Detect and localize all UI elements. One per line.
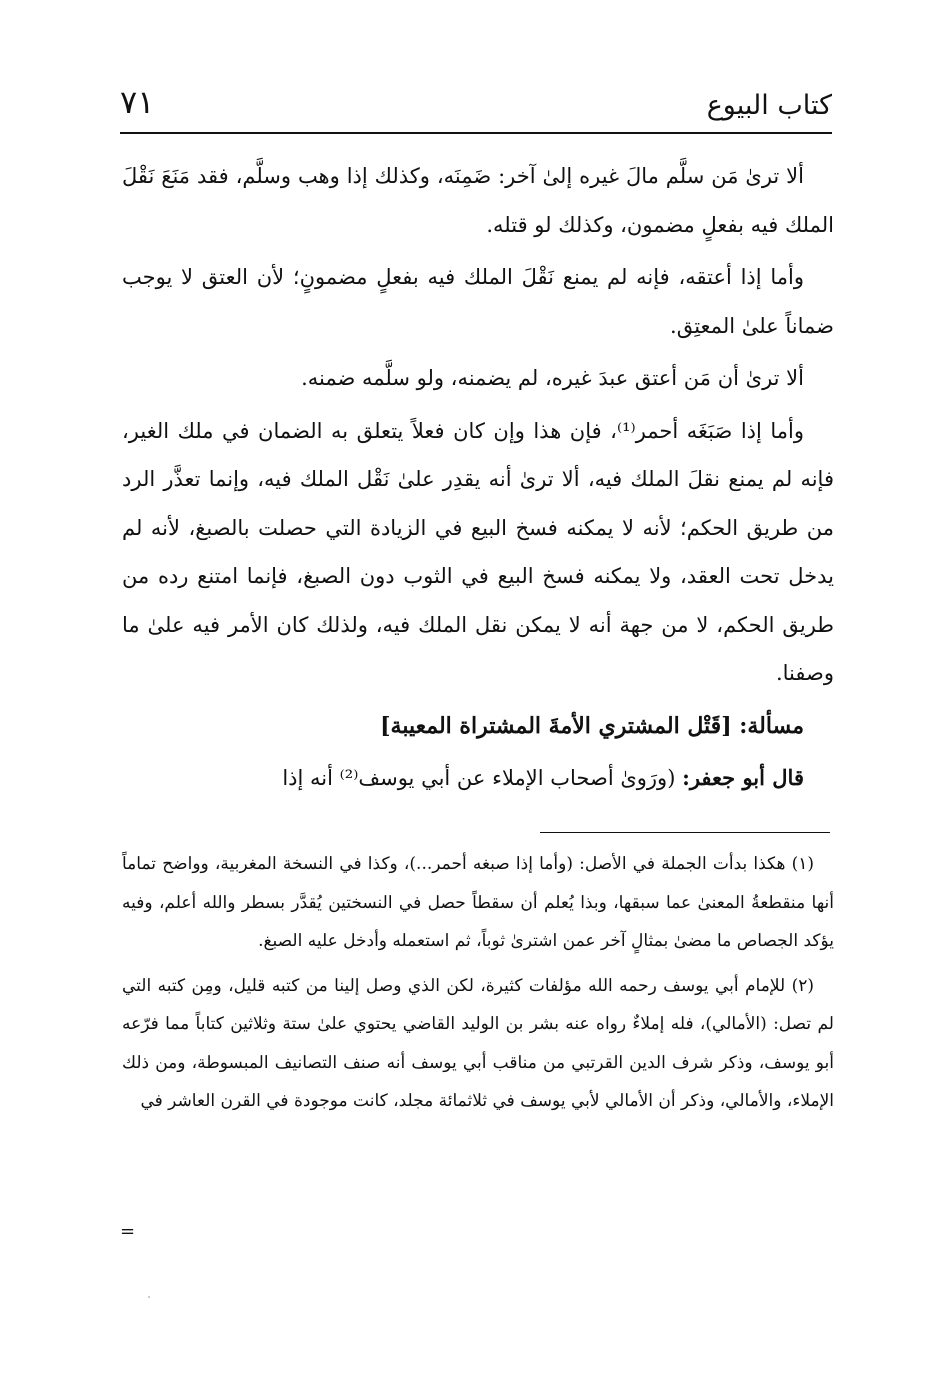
footnote-separator: [540, 832, 830, 833]
paragraph: وأما إذا صَبَغَه أحمر⁽¹⁾، فإن هذا وإن كان فعلاً يتعلق به الضمان في ملك الغير، فإنه لم يمنع نقلَ الملك فيه، ألا ترىٰ أنه يقدِر علىٰ نَقْل الملك فيه، وإنما تعذَّر الرد من طريق الحكم؛ لأنه لا يمكنه فسخ البيع في الزيادة التي حصلت بالصبغ، لأنه لم يدخل تحت العقد، ولا يمكنه فسخ البيع في الثوب دون الصبغ، فإنما امتنع رده من طريق الحكم، لا من جهة أنه لا يمكن نقل الملك فيه، ولذلك كان الأمر فيه علىٰ ما وصفنا.: [122, 418, 834, 685]
narration-text: (ورَوىٰ أصحاب الإملاء عن أبي يوسف⁽²⁾ أنه إذا: [282, 765, 676, 790]
continuation-mark: =: [120, 1221, 136, 1242]
section-heading: مسألة: [قَتْل المشتري الأمةَ المشتراة المعيبة]: [380, 712, 804, 739]
footnote-1: (١) هكذا بدأت الجملة في الأصل: (وأما إذا صبغه أحمر...)، وكذا في النسخة المغربية، وواضح تماماً أنها منقطعةُ المعنىٰ عما سبقها، وبذا يُعلم أن سقطاً حصل في النسختين يُقدَّر بسطر والله أعلم، وفيه يؤكد الجصاص ما مضىٰ بمثالٍ آخر عمن اشترىٰ ثوباً، ثم استعمله وأدخل عليه الصبغ.: [122, 854, 834, 951]
footnote-2: (٢) للإمام أبي يوسف رحمه الله مؤلفات كثيرة، لكن الذي وصل إلينا من كتبه قليل، ومِن كتبه التي لم تصل: (الأمالي)، فله إملاءٌ رواه عنه بشر بن الوليد القاضي يحتوي علىٰ ستة وثلاثين كتاباً مما فرّعه أبو يوسف، وذكر شرف الدين القرتبي من مناقب أبي يوسف أنه صنف التصانيف المبسوطة، ومن ذلك الإملاء، والأمالي، وذكر أن الأمالي لأبي يوسف في ثلاثمائة مجلد، كانت موجودة في القرن العاشر في: [122, 975, 834, 1111]
header-rule: [120, 132, 832, 134]
paragraph: ألا ترىٰ مَن سلَّم مالَ غيره إلىٰ آخر: ضَمِنَه، وكذلك إذا وهب وسلَّم، فقد مَنَعَ نَقْلَ الملك فيه بفعلٍ مضمون، وكذلك لو قتله.: [122, 164, 834, 237]
paragraph: وأما إذا أعتقه، فإنه لم يمنع نَقْلَ الملك فيه بفعلٍ مضمونٍ؛ لأن العتق لا يوجب ضماناً علىٰ المعتِق.: [122, 265, 834, 338]
paragraph: ألا ترىٰ أن مَن أعتق عبدَ غيره، لم يضمنه، ولو سلَّمه ضمنه.: [301, 366, 804, 390]
footnotes: [122, 845, 834, 1127]
narration-paragraph: [122, 754, 834, 803]
scan-speck: [148, 1296, 150, 1298]
main-text: [122, 152, 834, 806]
page-number: ٧١: [120, 83, 155, 121]
narration-label: قال أبو جعفر:: [682, 764, 804, 790]
running-title: كتاب البيوع: [706, 90, 832, 121]
page-header: [120, 78, 832, 130]
